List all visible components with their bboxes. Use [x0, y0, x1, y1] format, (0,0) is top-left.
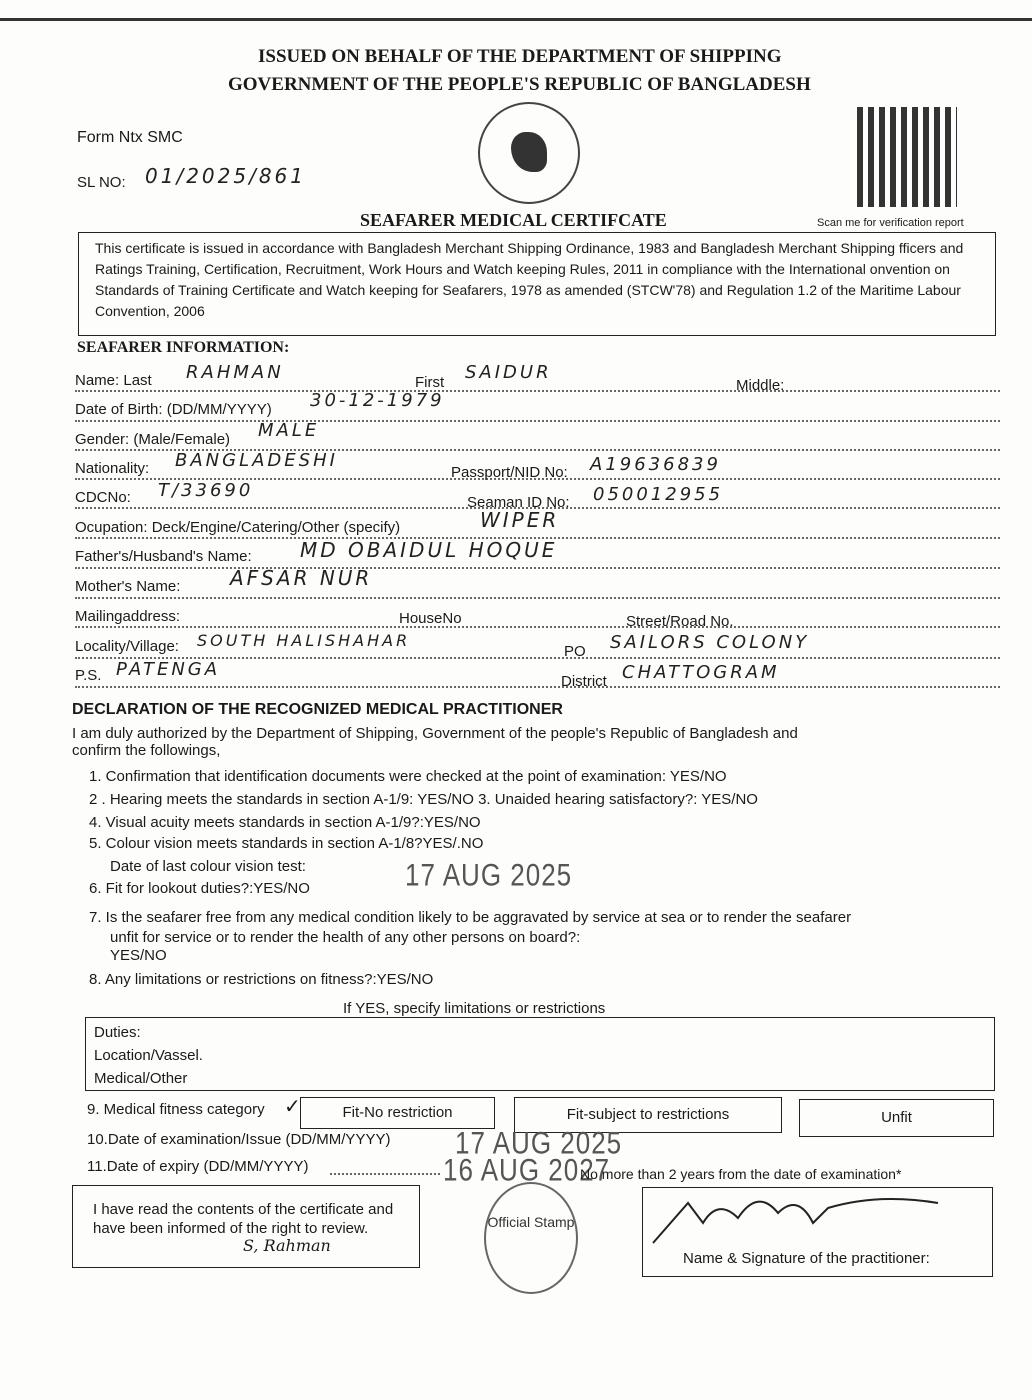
item-8: 8. Any limitations or restrictions on fitness?:YES/NO: [89, 971, 434, 988]
cdc-value: T/33690: [158, 480, 254, 501]
limitations-box: [85, 1017, 995, 1091]
category-unfit: Unfit: [799, 1099, 994, 1137]
practitioner-signature-icon: [648, 1183, 948, 1253]
sl-value: 01/2025/861: [145, 164, 306, 188]
certificate-title: SEAFARER MEDICAL CERTIFCATE: [360, 210, 667, 230]
duties-label: Duties:: [94, 1024, 141, 1041]
nationality-value: BANGLADESHI: [175, 450, 338, 471]
locality-label: Locality/Village:: [75, 638, 179, 655]
item-6: 6. Fit for lookout duties?:YES/NO: [89, 880, 310, 897]
top-edge: [0, 18, 1032, 21]
gender-label: Gender: (Male/Female): [75, 431, 231, 448]
intro-box: This certificate is issued in accordance with Bangladesh Merchant Shipping Ordinance, 1983 and Bangladesh Merchant Shipping fficers and Ratings Training, Certification, Recruitment, Work Hours and Watch keeping Rules, 2011 in compliance with the International onvention on Standards of Training Certificate and Watch keeping for Seafarers, 1978 as amended (STCW'78) and Regulation 1.2 of the Maritime Labour Convention, 2006: [78, 232, 996, 336]
middle-name-label: Middle:: [736, 377, 785, 394]
last-name-label: Name: Last: [75, 372, 152, 389]
locality-value: SOUTH HALISHAHAR: [197, 631, 411, 650]
checkmark-icon: ✓: [284, 1096, 301, 1118]
father-name-label: Father's/Husband's Name:: [75, 548, 252, 565]
passport-value: A19636839: [590, 454, 721, 475]
seaman-id-label: Seaman ID No:: [467, 494, 570, 511]
government-seal-icon: [478, 102, 580, 204]
expiry-date-value: 16 AUG 2027: [443, 1151, 611, 1188]
street-label: Street/Road No.: [626, 613, 734, 630]
mother-name-label: Mother's Name:: [75, 578, 181, 595]
header-line1: ISSUED ON BEHALF OF THE DEPARTMENT OF SHIPPING: [258, 46, 782, 67]
last-name-value: RAHMAN: [186, 362, 284, 383]
ps-value: PATENGA: [116, 659, 221, 680]
acknowledgement-text: I have read the contents of the certificate and have been informed of the right to review.: [93, 1201, 394, 1237]
first-name-label: First: [415, 374, 445, 391]
official-stamp: Official Stamp: [484, 1182, 578, 1294]
occupation-label: Ocupation: Deck/Engine/Catering/Other (specify): [75, 519, 401, 536]
passport-label: Passport/NID No:: [451, 464, 568, 481]
seaman-id-value: 050012955: [593, 484, 724, 505]
item-4: 4. Visual acuity meets standards in section A-1/9?:YES/NO: [89, 814, 481, 831]
item-7-cont: unfit for service or to render the health of any other persons on board?:: [110, 929, 581, 946]
mailing-address-label: Mailingaddress:: [75, 608, 181, 625]
colour-test-date: 17 AUG 2025: [405, 856, 573, 893]
sl-label: SL NO:: [77, 174, 126, 191]
form-number: Form Ntx SMC: [77, 129, 183, 146]
cdc-label: CDCNo:: [75, 489, 131, 506]
nationality-label: Nationality:: [75, 460, 150, 477]
exam-date-label: 10.Date of examination/Issue (DD/MM/YYYY): [87, 1131, 391, 1148]
acknowledgement-box: [72, 1185, 420, 1268]
declaration-intro-2: confirm the followings,: [72, 742, 221, 759]
item-2-3: 2 . Hearing meets the standards in section A-1/9: YES/NO 3. Unaided hearing satisfactory?: YES/NO: [89, 791, 758, 808]
expiry-date-label: 11.Date of expiry (DD/MM/YYYY): [87, 1158, 309, 1175]
location-label: Location/Vassel.: [94, 1047, 203, 1064]
dob-value: 30-12-1979: [310, 390, 445, 411]
colour-test-label: Date of last colour vision test:: [110, 858, 306, 875]
exam-date-value: 17 AUG 2025: [455, 1124, 623, 1161]
category-fit-subject: Fit-subject to restrictions: [514, 1097, 782, 1133]
medical-other-label: Medical/Other: [94, 1070, 188, 1087]
gender-value: MALE: [258, 420, 320, 441]
item-7-answer: YES/NO: [110, 947, 167, 964]
po-label: PO: [564, 643, 586, 660]
if-yes-label: If YES, specify limitations or restrictions: [343, 1000, 606, 1017]
seafarer-signature: S, Rahman: [243, 1236, 331, 1255]
ps-label: P.S.: [75, 667, 102, 684]
district-label: District: [561, 673, 607, 690]
practitioner-box: [642, 1187, 993, 1277]
declaration-heading: DECLARATION OF THE RECOGNIZED MEDICAL PRACTITIONER: [72, 701, 563, 718]
fitness-category-label: 9. Medical fitness category: [87, 1101, 265, 1118]
qr-code-icon[interactable]: [857, 107, 957, 207]
dob-label: Date of Birth: (DD/MM/YYYY): [75, 401, 272, 418]
header-line2: GOVERNMENT OF THE PEOPLE'S REPUBLIC OF BANGLADESH: [228, 74, 811, 95]
house-no-label: HouseNo: [399, 610, 462, 627]
district-value: CHATTOGRAM: [622, 662, 780, 683]
expiry-note: No more than 2 years from the date of examination*: [580, 1166, 902, 1182]
occupation-value: WIPER: [480, 508, 560, 532]
item-1: 1. Confirmation that identification documents were checked at the point of examination: YES/NO: [89, 768, 727, 785]
first-name-value: SAIDUR: [465, 362, 552, 383]
declaration-intro: I am duly authorized by the Department of Shipping, Government of the people's Republic of Bangladesh and: [72, 725, 798, 742]
item-7: 7. Is the seafarer free from any medical condition likely to be aggravated by service at sea or to render the seafarer: [89, 909, 852, 926]
qr-caption: Scan me for verification report: [817, 217, 964, 229]
category-fit-no-restriction: Fit-No restriction: [300, 1097, 495, 1129]
item-5: 5. Colour vision meets standards in section A-1/8?YES/.NO: [89, 835, 484, 852]
mother-name-value: AFSAR NUR: [230, 566, 373, 590]
father-name-value: MD OBAIDUL HOQUE: [300, 538, 558, 562]
info-heading: SEAFARER INFORMATION:: [77, 339, 290, 356]
po-value: SAILORS COLONY: [610, 632, 810, 653]
practitioner-label: Name & Signature of the practitioner:: [683, 1250, 930, 1267]
